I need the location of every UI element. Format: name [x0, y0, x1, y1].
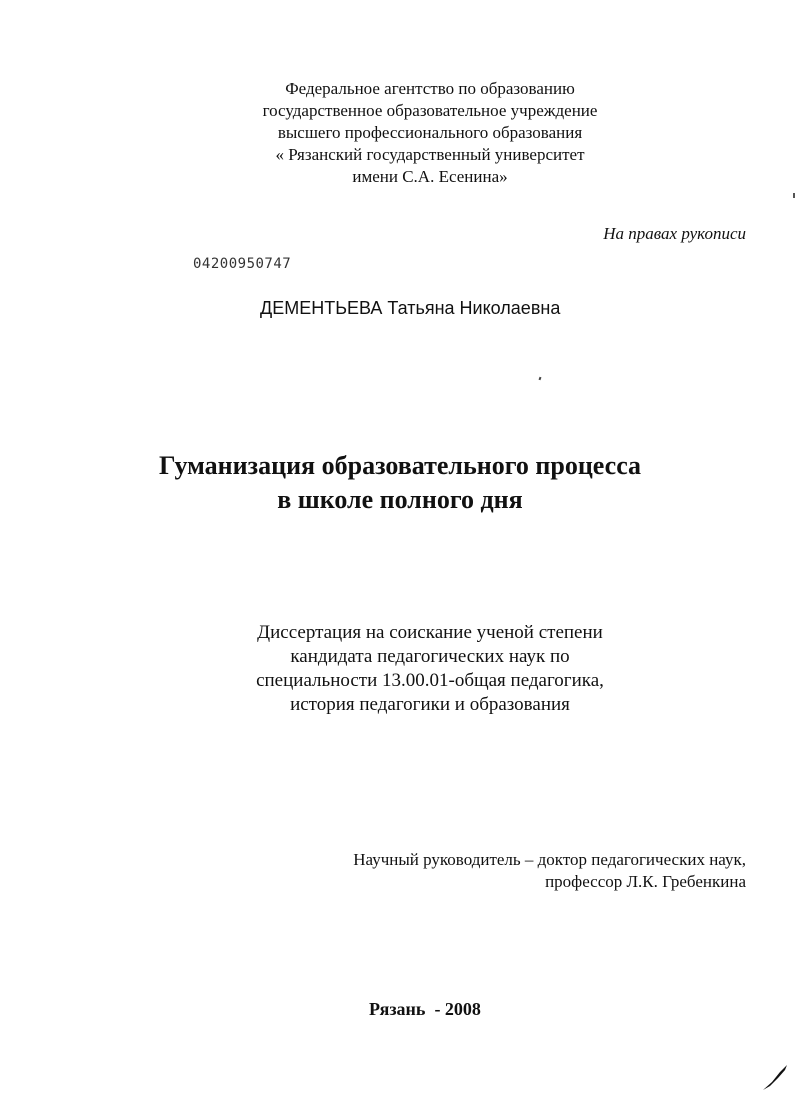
title-line-1: Гуманизация образовательного процесса — [158, 451, 642, 480]
title-line-2: в школе полного дня — [277, 485, 523, 514]
subtitle-line-3: специальности 13.00.01-общая педагогика, — [256, 670, 604, 691]
advisor-line-2: профессор Л.К. Гребенкина — [545, 872, 746, 891]
author-name: ДЕМЕНТЬЕВА Татьяна Николаевна — [260, 298, 561, 318]
header-line-4: « Рязанский государственный университет — [275, 145, 585, 164]
scientific-advisor — [353, 849, 746, 893]
catalog-code: 04200950747 — [193, 256, 292, 272]
city-year: Рязань - 2008 — [369, 999, 481, 1019]
scan-edge-mark — [793, 193, 795, 198]
degree-description — [180, 621, 680, 717]
scan-speck — [539, 377, 542, 381]
subtitle-line-1: Диссертация на соискание ученой степени — [257, 622, 603, 643]
subtitle-line-2: кандидата педагогических наук по — [290, 646, 570, 667]
header-line-5: имени С.А. Есенина» — [352, 167, 508, 186]
advisor-line-1: Научный руководитель – доктор педагогических наук, — [353, 850, 746, 869]
header-line-1: Федеральное агентство по образованию — [285, 79, 575, 98]
header-line-3: высшего профессионального образования — [277, 123, 583, 142]
pen-stroke-mark — [760, 1062, 790, 1092]
header-line-2: государственное образовательное учреждение — [262, 101, 598, 120]
dissertation-title — [100, 449, 700, 517]
institution-header — [230, 78, 630, 188]
manuscript-rights-note: На правах рукописи — [603, 224, 746, 243]
subtitle-line-4: история педагогики и образования — [290, 694, 570, 715]
